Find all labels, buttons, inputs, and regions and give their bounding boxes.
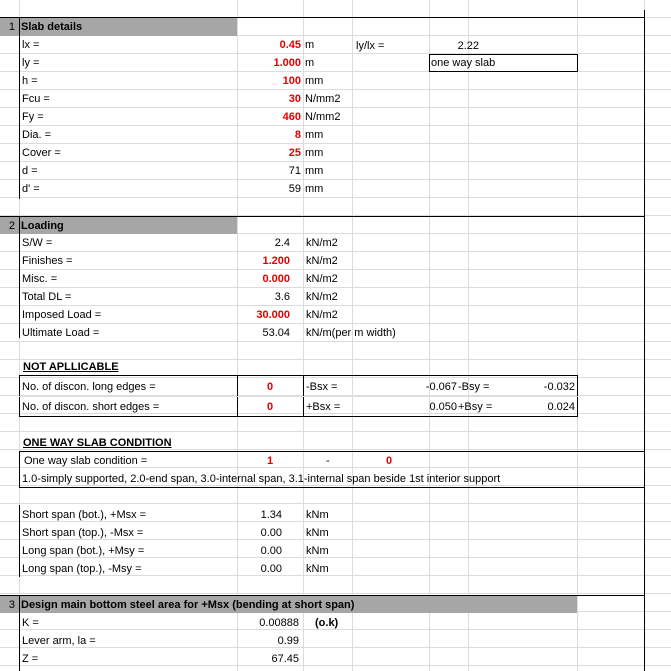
- row-line: [0, 431, 671, 432]
- section-border: [19, 17, 20, 199]
- pos-bsx-label: +Bsx =: [306, 401, 341, 413]
- pos-bsy-label: +Bsy =: [458, 401, 493, 413]
- divider: [19, 396, 578, 397]
- k-check: (o.k): [315, 617, 339, 629]
- row-line: [0, 161, 671, 162]
- slab-type: one way slab: [431, 57, 496, 69]
- section-border: [19, 216, 20, 338]
- section-border: [19, 595, 20, 671]
- param-label: h =: [22, 75, 38, 87]
- section-title: Design main bottom steel area for +Msx (bending at short span): [21, 599, 355, 611]
- param-value: 71: [288, 165, 301, 177]
- section-border: [19, 451, 20, 487]
- moment-value: 0.00: [260, 563, 282, 575]
- support-condition-note: 1.0-simply supported, 2.0-end span, 3.0-internal span, 3.1-internal span beside 1st interior support: [22, 473, 501, 485]
- param-label: d =: [22, 165, 38, 177]
- row-line: [0, 341, 671, 342]
- row-line: [0, 503, 671, 504]
- load-value: 30.000: [256, 309, 290, 321]
- row-line: [0, 287, 671, 288]
- load-value: 1.200: [262, 255, 290, 267]
- long-edges-label: No. of discon. long edges =: [22, 381, 156, 393]
- z-label: Z =: [22, 653, 39, 665]
- one-way-title: ONE WAY SLAB CONDITION: [23, 437, 172, 449]
- param-value: 0.45: [279, 39, 301, 51]
- neg-bsx-label: -Bsx =: [306, 381, 338, 393]
- load-unit: kN/m2: [306, 309, 338, 321]
- param-unit: mm: [305, 147, 324, 159]
- row-line: [0, 269, 671, 270]
- moment-label: Long span (top.), -Msy =: [22, 563, 142, 575]
- moment-label: Long span (bot.), +Msy =: [22, 545, 145, 557]
- k-value: 0.00888: [259, 617, 299, 629]
- param-label: lx =: [22, 39, 40, 51]
- long-edges-value: 0: [266, 381, 274, 393]
- pos-bsy-value: 0.024: [547, 401, 575, 413]
- row-line: [0, 305, 671, 306]
- one-way-cond-label: One way slab condition =: [24, 455, 148, 467]
- load-unit: kN/m2: [306, 273, 338, 285]
- neg-bsy-value: -0.032: [543, 381, 575, 393]
- load-value: 0.000: [262, 273, 290, 285]
- row-line: [0, 143, 671, 144]
- param-value: 30: [288, 93, 301, 105]
- param-label: ly =: [22, 57, 40, 69]
- ratio-label: ly/lx =: [356, 40, 385, 52]
- section-border: [19, 487, 644, 488]
- load-value: 3.6: [274, 291, 290, 303]
- section-title: Loading: [21, 220, 64, 232]
- load-label: S/W =: [22, 237, 53, 249]
- param-value: 460: [282, 111, 301, 123]
- param-value: 100: [282, 75, 301, 87]
- row-line: [0, 665, 671, 666]
- param-value: 8: [294, 129, 301, 141]
- load-label: Ultimate Load =: [22, 327, 100, 339]
- moment-unit: kNm: [306, 509, 329, 521]
- row-line: [0, 179, 671, 180]
- k-label: K =: [22, 617, 39, 629]
- param-label: Dia. =: [22, 129, 52, 141]
- load-unit: kN/m2: [306, 237, 338, 249]
- param-value: 25: [288, 147, 301, 159]
- section-border: [19, 505, 20, 577]
- right-border: [644, 10, 645, 671]
- one-way-cond-value: 1: [266, 455, 274, 467]
- param-unit: m: [305, 57, 315, 69]
- section-number: 1: [8, 21, 15, 33]
- col-line: [577, 0, 578, 671]
- moment-value: 0.00: [260, 527, 282, 539]
- param-unit: m: [305, 39, 315, 51]
- moment-value: 0.00: [260, 545, 282, 557]
- row-line: [0, 647, 671, 648]
- param-value: 1.000: [273, 57, 301, 69]
- neg-bsx-value: -0.067: [425, 381, 457, 393]
- load-value: 2.4: [274, 237, 290, 249]
- col-line: [429, 0, 430, 671]
- row-line: [0, 251, 671, 252]
- row-line: [0, 89, 671, 90]
- lever-arm-value: 0.99: [277, 635, 299, 647]
- param-unit: mm: [305, 75, 324, 87]
- ratio-value: 2.22: [457, 40, 479, 52]
- load-unit: kN/m2: [306, 255, 338, 267]
- moment-label: Short span (bot.), +Msx =: [22, 509, 147, 521]
- load-unit: kN/m2: [306, 291, 338, 303]
- section-number: 3: [8, 599, 15, 611]
- param-unit: N/mm2: [305, 111, 341, 123]
- moment-unit: kNm: [306, 563, 329, 575]
- not-applicable-title: NOT APLLICABLE: [23, 361, 119, 373]
- col-line: [303, 0, 304, 671]
- neg-bsy-label: -Bsy =: [458, 381, 490, 393]
- moment-unit: kNm: [306, 527, 329, 539]
- param-unit: mm: [305, 183, 324, 195]
- row-line: [0, 107, 671, 108]
- row-line: [0, 593, 671, 594]
- section-title: Slab details: [21, 21, 83, 33]
- z-value: 67.45: [271, 653, 299, 665]
- param-label: Cover =: [22, 147, 61, 159]
- load-unit: kN/m(per m width): [306, 327, 396, 339]
- moment-label: Short span (top.), -Msx =: [22, 527, 144, 539]
- col-line: [468, 0, 469, 671]
- pos-bsx-value: 0.050: [429, 401, 457, 413]
- load-label: Imposed Load =: [22, 309, 102, 321]
- section-border: [0, 17, 644, 18]
- moment-unit: kNm: [306, 545, 329, 557]
- param-value: 59: [288, 183, 301, 195]
- load-value: 53.04: [262, 327, 290, 339]
- section-border: [19, 451, 644, 452]
- param-label: Fcu =: [22, 93, 50, 105]
- load-label: Total DL =: [22, 291, 72, 303]
- param-unit: mm: [305, 129, 324, 141]
- load-label: Finishes =: [22, 255, 73, 267]
- row-line: [0, 323, 671, 324]
- section-number: 2: [8, 220, 15, 232]
- load-label: Misc. =: [22, 273, 58, 285]
- param-unit: N/mm2: [305, 93, 341, 105]
- param-label: Fy =: [22, 111, 44, 123]
- dash: -: [326, 455, 330, 467]
- param-unit: mm: [305, 165, 324, 177]
- param-label: d' =: [22, 183, 40, 195]
- row-line: [0, 197, 671, 198]
- short-edges-label: No. of discon. short edges =: [22, 401, 160, 413]
- one-way-cond-value-2: 0: [386, 455, 393, 467]
- short-edges-value: 0: [266, 401, 274, 413]
- lever-arm-label: Lever arm, la =: [22, 635, 96, 647]
- moment-value: 1.34: [260, 509, 282, 521]
- row-line: [0, 125, 671, 126]
